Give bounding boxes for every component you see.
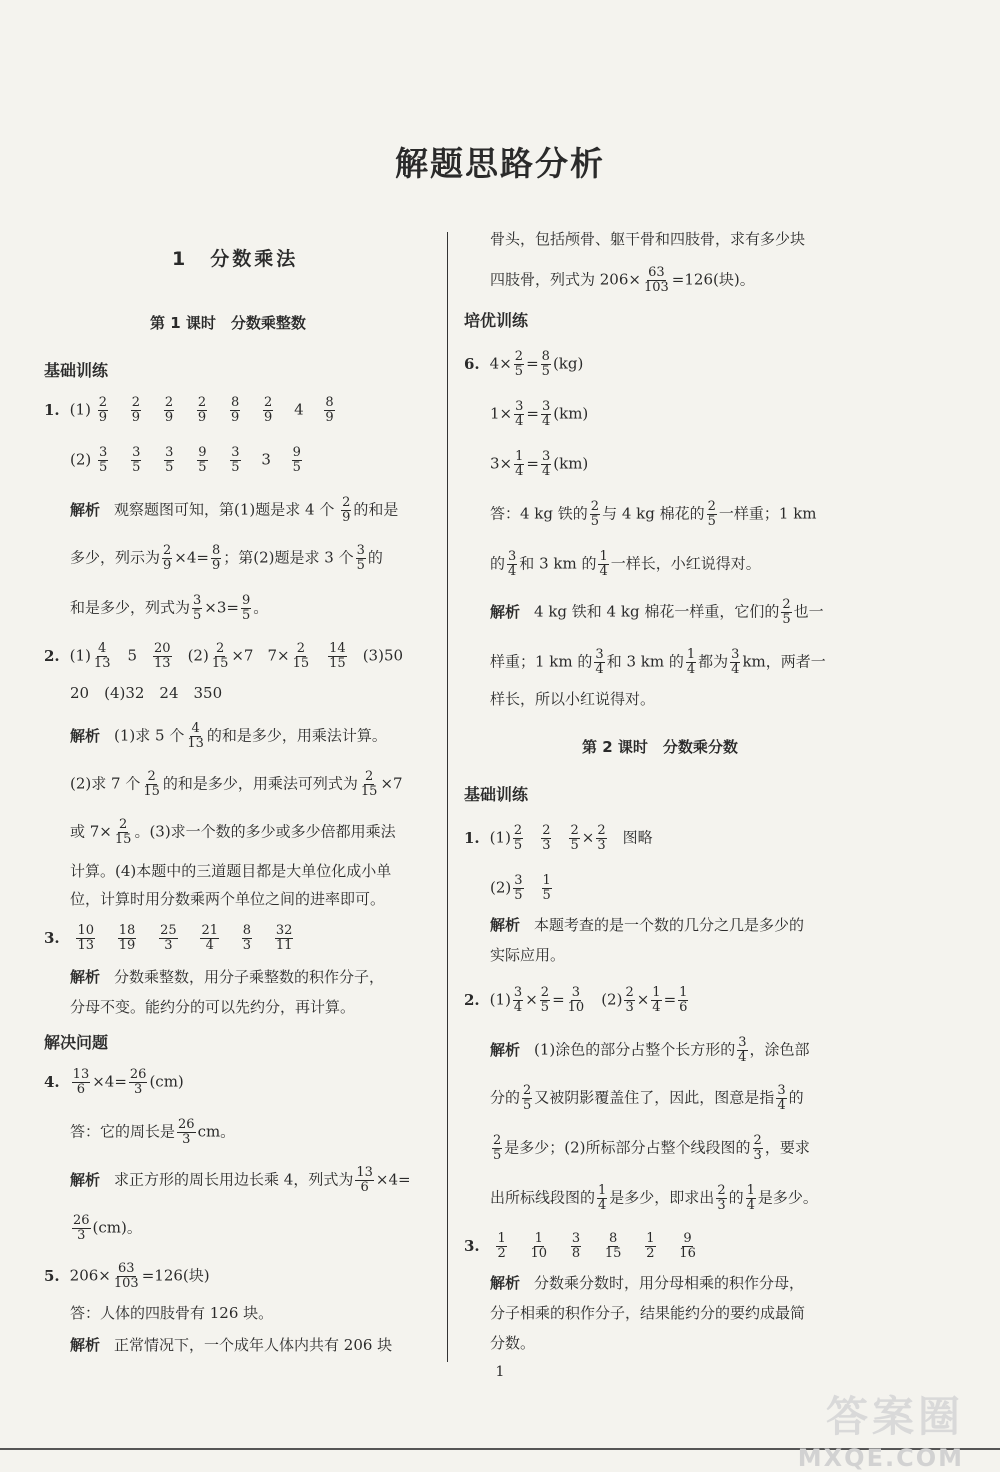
section-basic-2: 基础训练 <box>464 785 529 804</box>
q6-line-2: 1× $\frac{3}{4}$ = $\frac{3}{4}$ (km) <box>490 399 589 429</box>
q4-analysis-2: $\frac{26}{3}$ (cm)。 <box>73 1213 142 1243</box>
r3-analysis-3: 分数。 <box>490 1334 536 1352</box>
q4-answer: 答：它的周长是 $\frac{26}{3}$ cm。 <box>70 1117 236 1147</box>
q5-analysis-cont-2: 四肢骨，列式为 206× $\frac{63}{103}$ =126(块)。 <box>490 265 755 295</box>
r2-analysis-3: $\frac{2}{5}$ 是多少；(2)所标部分占整个线段图的 $\frac{2}{3}$ ，要求 <box>493 1133 810 1163</box>
section-advanced: 培优训练 <box>464 311 529 330</box>
q6-answer-2: 的 $\frac{3}{4}$ 和 3 km 的 $\frac{1}{4}$ 一样长，小红说得对。 <box>490 549 761 579</box>
q6-analysis-1: 解析 4 kg 铁和 4 kg 棉花一样重，它们的 $\frac{2}{5}$ 也一 <box>490 597 824 627</box>
r1-line-1: 1. (1) $\frac{2}{5}$ $\frac{2}{3}$ $\frac{2}{5}$ × $\frac{2}{3}$ 图略 <box>464 823 653 853</box>
chapter-title: 1 分数乘法 <box>172 248 299 270</box>
r3-analysis-1: 解析 分数乘分数时，用分母相乘的积作分母， <box>490 1274 805 1292</box>
q2-analysis-2: (2)求 7 个 $\frac{2}{15}$ 的和是多少，用乘法可列式为 $\frac{2}{15}$ ×7 <box>70 769 403 799</box>
r2-analysis-2: 分的 $\frac{2}{5}$ 又被阴影覆盖住了，因此，图意是指 $\frac{3}{4}$ 的 <box>490 1083 804 1113</box>
watermark <box>798 1384 964 1472</box>
section-solve: 解决问题 <box>44 1033 109 1052</box>
q6-line-1: 6. 4× $\frac{2}{5}$ = $\frac{8}{5}$ (kg) <box>464 349 584 379</box>
page-number: 1 <box>495 1364 505 1380</box>
r1-analysis-2: 实际应用。 <box>490 946 566 964</box>
q2-analysis-3: 或 7× $\frac{2}{15}$ 。(3)求一个数的多少或多少倍都用乘法 <box>70 817 396 847</box>
q6-answer-1: 答：4 kg 铁的 $\frac{2}{5}$ 与 4 kg 棉花的 $\frac{2}{5}$ 一样重；1 km <box>490 499 817 529</box>
lesson-title-1: 第 1 课时 分数乘整数 <box>150 314 306 332</box>
r1-analysis-1: 解析 本题考查的是一个数的几分之几是多少的 <box>490 916 805 934</box>
q5-answer: 答：人体的四肢骨有 126 块。 <box>70 1304 274 1322</box>
q4-analysis-1: 解析 求正方形的周长用边长乘 4，列式为 $\frac{13}{6}$ ×4= <box>70 1165 411 1195</box>
q4-line: 4. $\frac{13}{6}$ ×4= $\frac{26}{3}$ (cm) <box>44 1067 184 1097</box>
q2-analysis-1: 解析 (1)求 5 个 $\frac{4}{13}$ 的和是多少，用乘法计算。 <box>70 721 387 751</box>
r2-analysis-4: 出所标线段图的 $\frac{1}{4}$ 是多少，即求出 $\frac{2}{3}$ 的 $\frac{1}{4}$ 是多少。 <box>490 1183 818 1213</box>
column-divider <box>447 232 448 1362</box>
q2-line-1: 2. (1) $\frac{4}{13}$ 5 $\frac{20}{13}$ (2) $\frac{2}{15}$ ×7 7× $\frac{2}{15}$ $\frac{14}{15}$ (3)50 <box>44 641 404 671</box>
q1-analysis-1: 解析 观察题图可知，第(1)题是求 4 个 $\frac{2}{9}$ 的和是 <box>70 495 399 525</box>
q2-analysis-5: 位，计算时用分数乘两个单位之间的进率即可。 <box>70 890 386 908</box>
r3-analysis-2: 分子相乘的积作分子，结果能约分的要约成最简 <box>490 1304 806 1322</box>
section-basic-1: 基础训练 <box>44 361 109 380</box>
watermark-text-top: 答案圈 <box>825 1392 964 1441</box>
q3-analysis-1: 解析 分数乘整数，用分子乘整数的积作分子， <box>70 968 385 986</box>
q3-line: 3. $\frac{10}{13}$ $\frac{18}{19}$ $\frac{25}{3}$ $\frac{21}{4}$ $\frac{8}{3}$ $\frac{32}{11}$ <box>44 923 293 953</box>
q5-analysis: 解析 正常情况下，一个成年人体内共有 206 块 <box>70 1336 393 1354</box>
r2-line: 2. (1) $\frac{3}{4}$ × $\frac{2}{5}$ = $\frac{3}{10}$ (2) $\frac{2}{3}$ × $\frac{1}{4}$ = $\frac{1}{6}$ <box>464 985 688 1015</box>
q6-line-3: 3× $\frac{1}{4}$ = $\frac{3}{4}$ (km) <box>490 449 589 479</box>
q2-line-2: 20 (4)32 24 350 <box>70 684 223 702</box>
q1-analysis-3: 和是多少，列式为 $\frac{3}{5}$ ×3= $\frac{9}{5}$ 。 <box>70 593 269 623</box>
q3-analysis-2: 分母不变。能约分的可以先约分，再计算。 <box>70 998 356 1016</box>
q6-analysis-3: 样长，所以小红说得对。 <box>490 690 656 708</box>
q1-line-2: (2) $\frac{3}{5}$ $\frac{3}{5}$ $\frac{3}{5}$ $\frac{9}{5}$ $\frac{3}{5}$ 3 $\frac{9}{5}$ <box>70 445 301 475</box>
lesson-title-2: 第 2 课时 分数乘分数 <box>582 738 738 756</box>
q1-line-1: 1. (1) $\frac{2}{9}$ $\frac{2}{9}$ $\frac{2}{9}$ $\frac{2}{9}$ $\frac{8}{9}$ $\frac{2}{9}$ 4 $\frac{8}{9}$ <box>44 395 334 425</box>
q6-analysis-2: 样重；1 km 的 $\frac{3}{4}$ 和 3 km 的 $\frac{1}{4}$ 都为 $\frac{3}{4}$ km，两者一 <box>490 647 826 677</box>
r3-line: 3. $\frac{1}{2}$ $\frac{1}{10}$ $\frac{3}{8}$ $\frac{8}{15}$ $\frac{1}{2}$ $\frac{9}{16}$ <box>464 1231 696 1261</box>
r2-analysis-1: 解析 (1)涂色的部分占整个长方形的 $\frac{3}{4}$ ，涂色部 <box>490 1035 810 1065</box>
q2-analysis-4: 计算。(4)本题中的三道题目都是大单位化成小单 <box>70 862 392 880</box>
q1-analysis-2: 多少，列示为 $\frac{2}{9}$ ×4= $\frac{8}{9}$ ；第(2)题是求 3 个 $\frac{3}{5}$ 的 <box>70 543 383 573</box>
q5-analysis-cont-1: 骨头，包括颅骨、躯干骨和四肢骨，求有多少块 <box>490 230 806 248</box>
q5-line: 5. 206× $\frac{63}{103}$ =126(块) <box>44 1261 210 1291</box>
page-title: 解题思路分析 <box>395 144 605 183</box>
r1-line-2: (2) $\frac{3}{5}$ $\frac{1}{5}$ <box>490 873 551 903</box>
watermark-text-bottom: MXQE.COM <box>797 1444 964 1472</box>
